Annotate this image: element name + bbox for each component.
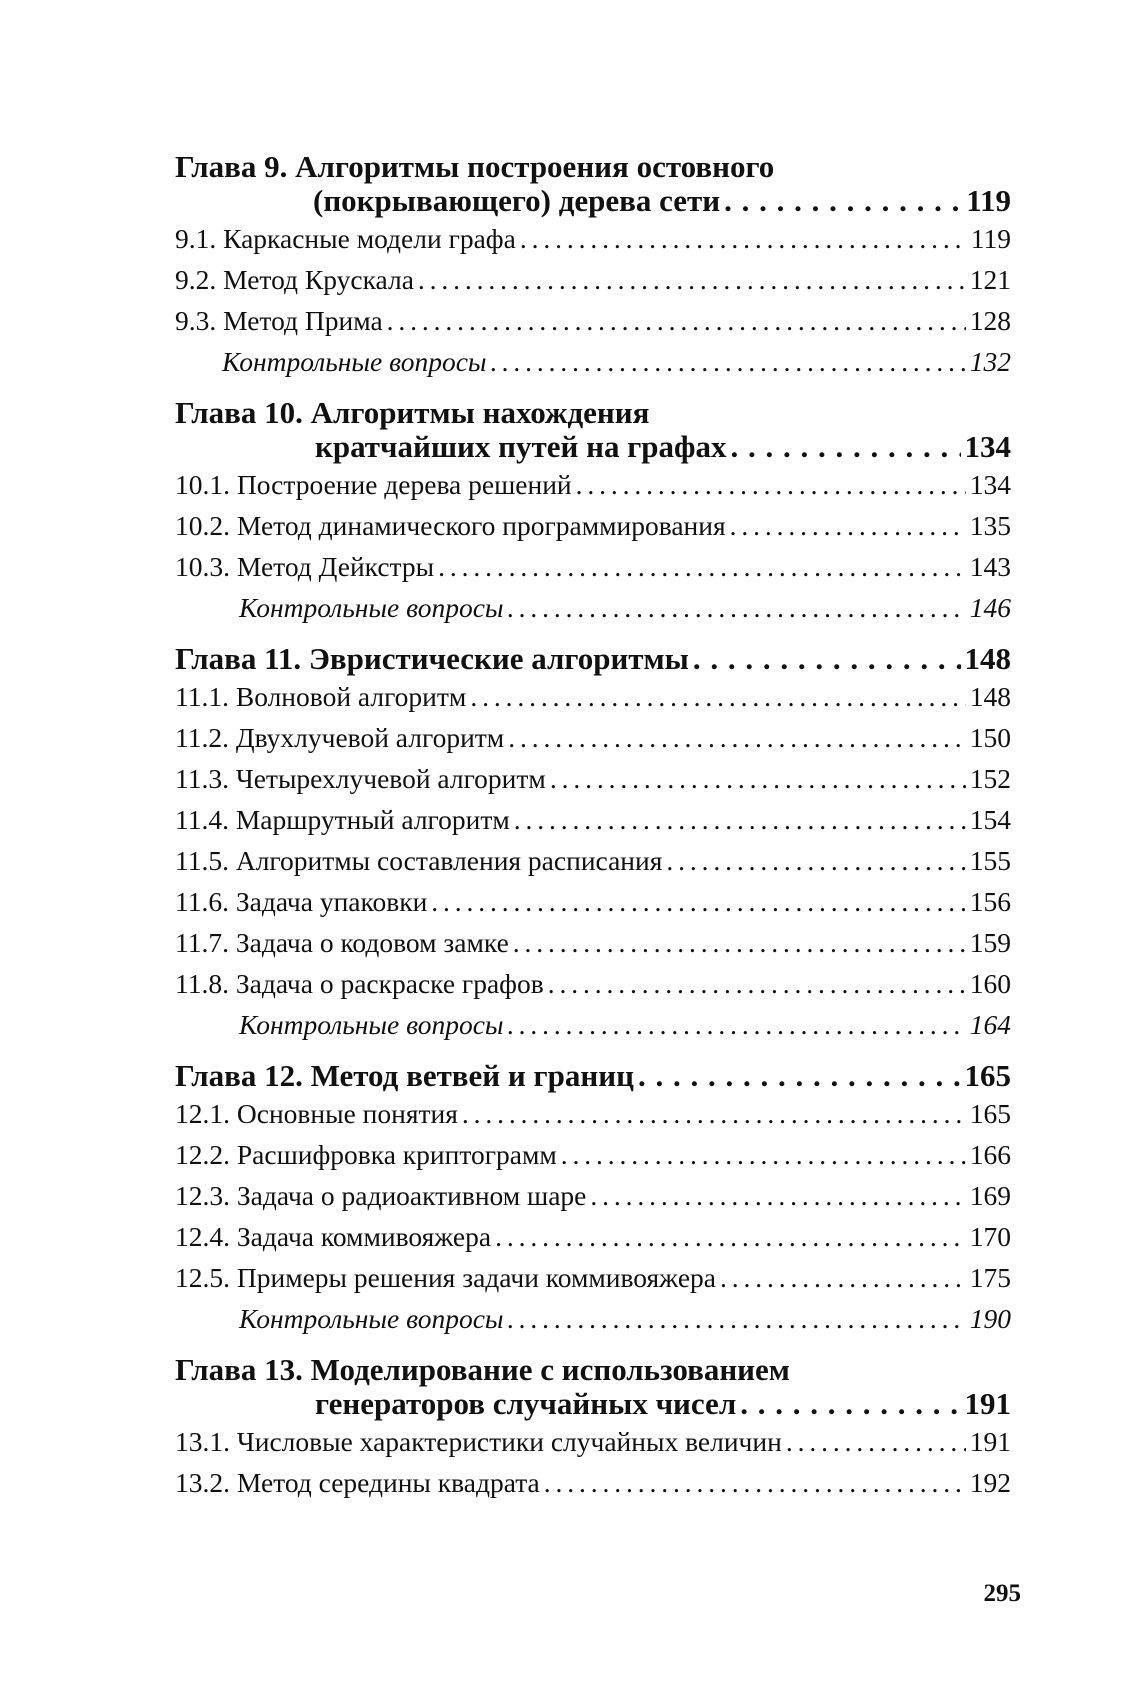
leader-dots xyxy=(693,642,961,676)
chapter-page-number: 148 xyxy=(964,641,1011,676)
chapter-heading xyxy=(175,1353,1011,1421)
entry-label: Контрольные вопросы xyxy=(239,1009,504,1040)
page-number: 295 xyxy=(983,1580,1021,1607)
entry-label: 9.3. Метод Прима xyxy=(175,305,383,336)
chapter-heading xyxy=(175,396,1011,464)
leader-dots xyxy=(520,218,967,259)
entry-label: 10.2. Метод динамического программирования xyxy=(175,510,726,541)
chapter-heading xyxy=(175,642,1011,676)
entry-page-number: 165 xyxy=(969,1098,1011,1129)
entry-label: 12.5. Примеры решения задачи коммивояжера xyxy=(175,1262,716,1293)
leader-dots xyxy=(387,300,966,341)
toc-entry xyxy=(175,1421,1011,1462)
entry-label: 12.2. Расшифровка криптограмм xyxy=(175,1139,557,1170)
leader-dots xyxy=(638,1059,961,1093)
entry-page-number: 121 xyxy=(969,264,1011,295)
entry-label: 11.1. Волновой алгоритм xyxy=(175,681,467,712)
table-of-contents xyxy=(175,150,1011,1517)
entry-page-number: 175 xyxy=(969,1262,1011,1293)
leader-dots xyxy=(740,1387,960,1421)
chapter-title-text: генераторов случайных чисел xyxy=(315,1386,737,1421)
chapter-title-line2 xyxy=(175,1387,1011,1421)
entry-label: 11.4. Маршрутный алгоритм xyxy=(175,804,510,835)
toc-entry xyxy=(175,259,1011,300)
leader-dots xyxy=(544,1462,966,1503)
entry-label: 12.3. Задача о радиоактивном шаре xyxy=(175,1180,587,1211)
chapter-11 xyxy=(175,642,1011,1045)
chapter-title-text: Глава 12. Метод ветвей и границ xyxy=(175,1058,634,1093)
entry-page-number: 143 xyxy=(969,551,1011,582)
chapter-title-line xyxy=(175,642,1011,676)
entry-page-number: 128 xyxy=(969,305,1011,336)
entry-page-number: 134 xyxy=(969,469,1011,500)
toc-entry-questions xyxy=(175,587,1011,628)
leader-dots xyxy=(508,717,966,758)
leader-dots xyxy=(470,676,965,717)
leader-dots xyxy=(720,1257,966,1298)
leader-dots xyxy=(561,1134,966,1175)
leader-dots xyxy=(550,758,966,799)
chapter-title-text: Глава 11. Эвристические алгоритмы xyxy=(175,641,689,676)
chapter-title-line xyxy=(175,1059,1011,1093)
leader-dots xyxy=(418,259,966,300)
leader-dots xyxy=(508,1004,966,1045)
leader-dots xyxy=(666,840,965,881)
toc-entry xyxy=(175,1134,1011,1175)
leader-dots xyxy=(724,184,962,218)
entry-page-number: 132 xyxy=(969,346,1011,377)
chapter-10 xyxy=(175,396,1011,628)
toc-entry xyxy=(175,505,1011,546)
entry-label: 11.8. Задача о раскраске графов xyxy=(175,968,544,999)
leader-dots xyxy=(508,587,966,628)
chapter-title-line1: Глава 9. Алгоритмы построения остовного xyxy=(175,149,775,184)
leader-dots xyxy=(491,341,966,382)
toc-entry-questions xyxy=(175,1298,1011,1339)
toc-entry xyxy=(175,218,1011,259)
toc-entry xyxy=(175,464,1011,505)
leader-dots xyxy=(514,799,966,840)
toc-entry xyxy=(175,546,1011,587)
leader-dots xyxy=(730,505,966,546)
entry-label: Контрольные вопросы xyxy=(239,1303,504,1334)
entry-page-number: 170 xyxy=(969,1221,1011,1252)
chapter-title-line1: Глава 10. Алгоритмы нахождения xyxy=(175,395,650,430)
entry-label: 9.1. Каркасные модели графа xyxy=(175,223,516,254)
entry-page-number: 190 xyxy=(969,1303,1011,1334)
leader-dots xyxy=(462,1093,966,1134)
entry-label: 11.5. Алгоритмы составления расписания xyxy=(175,845,663,876)
entry-label: Контрольные вопросы xyxy=(222,346,487,377)
toc-entry-questions xyxy=(175,1004,1011,1045)
toc-entry xyxy=(175,881,1011,922)
entry-page-number: 150 xyxy=(969,722,1011,753)
entry-page-number: 159 xyxy=(969,927,1011,958)
chapter-heading xyxy=(175,1059,1011,1093)
entry-label: 11.6. Задача упаковки xyxy=(175,886,428,917)
toc-entry xyxy=(175,840,1011,881)
entry-label: 10.1. Построение дерева решений xyxy=(175,469,572,500)
chapter-title-text: (покрывающего) дерева сети xyxy=(313,183,721,218)
toc-entry xyxy=(175,963,1011,1004)
entry-page-number: 192 xyxy=(969,1467,1011,1498)
entry-label: 11.2. Двухлучевой алгоритм xyxy=(175,722,505,753)
entry-label: Контрольные вопросы xyxy=(239,592,504,623)
leader-dots xyxy=(513,922,966,963)
toc-entry xyxy=(175,1462,1011,1503)
toc-entry xyxy=(175,799,1011,840)
toc-entry xyxy=(175,1257,1011,1298)
entry-label: 12.4. Задача коммивояжера xyxy=(175,1221,492,1252)
chapter-page-number: 191 xyxy=(964,1386,1011,1421)
entry-page-number: 191 xyxy=(969,1426,1011,1457)
entry-label: 13.2. Метод середины квадрата xyxy=(175,1467,540,1498)
chapter-title-line2 xyxy=(175,184,1011,218)
leader-dots xyxy=(576,464,966,505)
toc-entry xyxy=(175,1216,1011,1257)
chapter-title-text: кратчайших путей на графах xyxy=(315,429,727,464)
entry-page-number: 166 xyxy=(969,1139,1011,1170)
entry-page-number: 164 xyxy=(969,1009,1011,1040)
entry-label: 9.2. Метод Крускала xyxy=(175,264,414,295)
entry-page-number: 154 xyxy=(969,804,1011,835)
chapter-9 xyxy=(175,150,1011,382)
chapter-13 xyxy=(175,1353,1011,1503)
toc-entry xyxy=(175,676,1011,717)
entry-label: 12.1. Основные понятия xyxy=(175,1098,458,1129)
leader-dots xyxy=(786,1421,966,1462)
toc-entry xyxy=(175,922,1011,963)
toc-entry xyxy=(175,717,1011,758)
toc-entry xyxy=(175,758,1011,799)
toc-entry-questions xyxy=(175,341,1011,382)
entry-page-number: 146 xyxy=(969,592,1011,623)
entry-page-number: 119 xyxy=(970,223,1011,254)
entry-page-number: 135 xyxy=(969,510,1011,541)
leader-dots xyxy=(731,430,961,464)
entry-label: 13.1. Числовые характеристики случайных величин xyxy=(175,1426,782,1457)
entry-label: 11.3. Четырехлучевой алгоритм xyxy=(175,763,546,794)
leader-dots xyxy=(590,1175,965,1216)
entry-label: 11.7. Задача о кодовом замке xyxy=(175,927,509,958)
chapter-title-line2 xyxy=(175,430,1011,464)
entry-page-number: 152 xyxy=(969,763,1011,794)
chapter-page-number: 165 xyxy=(964,1058,1011,1093)
leader-dots xyxy=(508,1298,966,1339)
toc-entry xyxy=(175,1175,1011,1216)
chapter-title-line1: Глава 13. Моделирование с использованием xyxy=(175,1352,790,1387)
chapter-heading xyxy=(175,150,1011,218)
leader-dots xyxy=(495,1216,966,1257)
leader-dots xyxy=(438,546,966,587)
entry-page-number: 155 xyxy=(969,845,1011,876)
entry-label: 10.3. Метод Дейкстры xyxy=(175,551,435,582)
toc-entry xyxy=(175,300,1011,341)
chapter-12 xyxy=(175,1059,1011,1339)
entry-page-number: 169 xyxy=(969,1180,1011,1211)
entry-page-number: 160 xyxy=(969,968,1011,999)
entry-page-number: 148 xyxy=(969,681,1011,712)
leader-dots xyxy=(548,963,966,1004)
leader-dots xyxy=(431,881,965,922)
entry-page-number: 156 xyxy=(969,886,1011,917)
toc-entry xyxy=(175,1093,1011,1134)
chapter-page-number: 134 xyxy=(964,429,1011,464)
chapter-page-number: 119 xyxy=(966,183,1011,218)
